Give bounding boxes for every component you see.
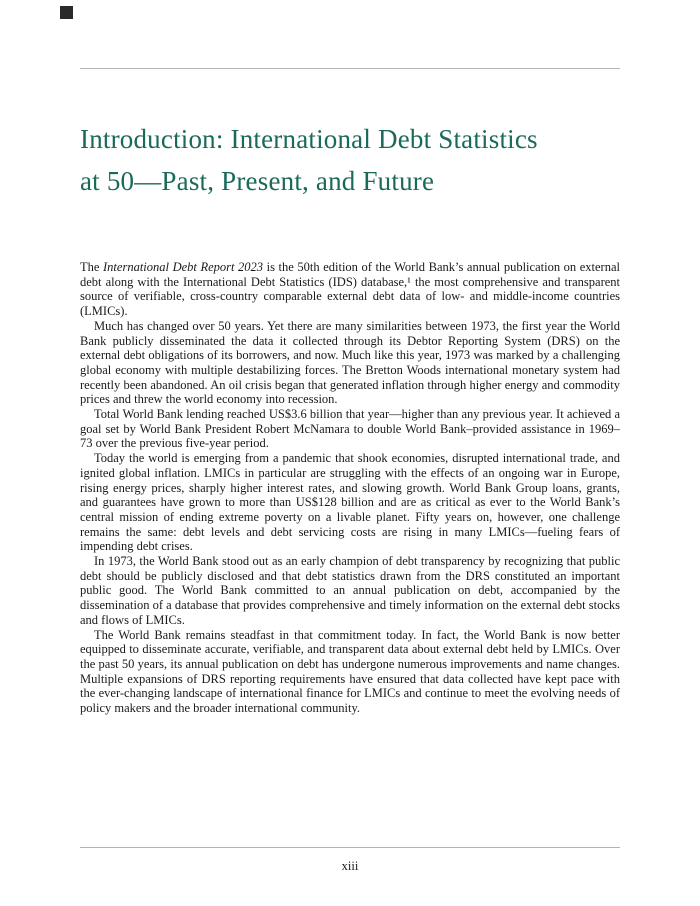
- paragraph-1-post: is the 50th edition of the World Bank’s annual publication on external debt along with the International Debt Statistics (IDS) database,¹ the most comprehensive and transparent source of verifiable, cross-country comparable external debt data of low- and middle-income countries (LMICs).: [80, 260, 620, 319]
- report-title-italic: International Debt Report 2023: [103, 260, 264, 274]
- paragraph-2: Much has changed over 50 years. Yet there are many similarities between 1973, the first year the World Bank publicly disseminated the data it collected through its Debtor Reporting System (DRS) on the external debt obligations of its borrowers, and now. Much like this year, 1973 was marked by a challenging global economy with multiple destabilizing forces. The Bretton Woods international monetary system had recently been abandoned. An oil crisis began that generated inflation through higher energy and commodity prices and threw the world economy into recession.: [80, 318, 620, 407]
- paragraph-1: [80, 260, 620, 319]
- page-number: xiii: [341, 859, 359, 873]
- bottom-divider: [80, 847, 620, 848]
- paragraph-6: The World Bank remains steadfast in that commitment today. In fact, the World Bank is now better equipped to disseminate accurate, verifiable, and transparent data about external debt held by LMICs. Over the past 50 years, its annual publication on debt has undergone numerous improvements and name changes. Multiple expansions of DRS reporting requirements have ensured that data collected have kept pace with the ever-changing landscape of international finance for LMICs and continue to meet the evolving needs of policy makers and the broader international community.: [80, 627, 620, 716]
- paragraph-3: Total World Bank lending reached US$3.6 billion that year—higher than any previous year. It achieved a goal set by World Bank President Robert McNamara to double World Bank–provided assistance in 1969–73 over the previous five-year period.: [80, 407, 620, 451]
- paragraph-4: Today the world is emerging from a pandemic that shook economies, disrupted international trade, and ignited global inflation. LMICs in particular are struggling with the effects of an ongoing war in Europe, rising energy prices, sharply higher interest rates, and slowing growth. World Bank Group loans, grants, and guarantees have grown to more than US$128 billion and are as critical as ever to the World Bank’s central mission of ending extreme poverty on a livable planet. Fifty years on, however, one challenge remains the same: debt levels and debt servicing costs are rising in many LMICs—fueling fears of impending debt crises.: [80, 451, 620, 554]
- page-title-line-1: Introduction: International Debt Statistics: [80, 124, 538, 154]
- paragraph-1-pre: The: [80, 260, 104, 274]
- body-text: [80, 260, 620, 716]
- paragraph-5: In 1973, the World Bank stood out as an early champion of debt transparency by recognizing that public debt should be publicly disclosed and that debt statistics drawn from the DRS constituted an important public good. The World Bank committed to an annual publication on debt, accompanied by the dissemination of a database that provides comprehensive and timely information on the external debt stocks and flows of LMICs.: [80, 554, 620, 627]
- page-title-line-2: at 50—Past, Present, and Future: [80, 166, 435, 196]
- top-divider: [80, 68, 620, 69]
- page-title: [80, 118, 640, 202]
- page-corner-mark: [60, 6, 73, 19]
